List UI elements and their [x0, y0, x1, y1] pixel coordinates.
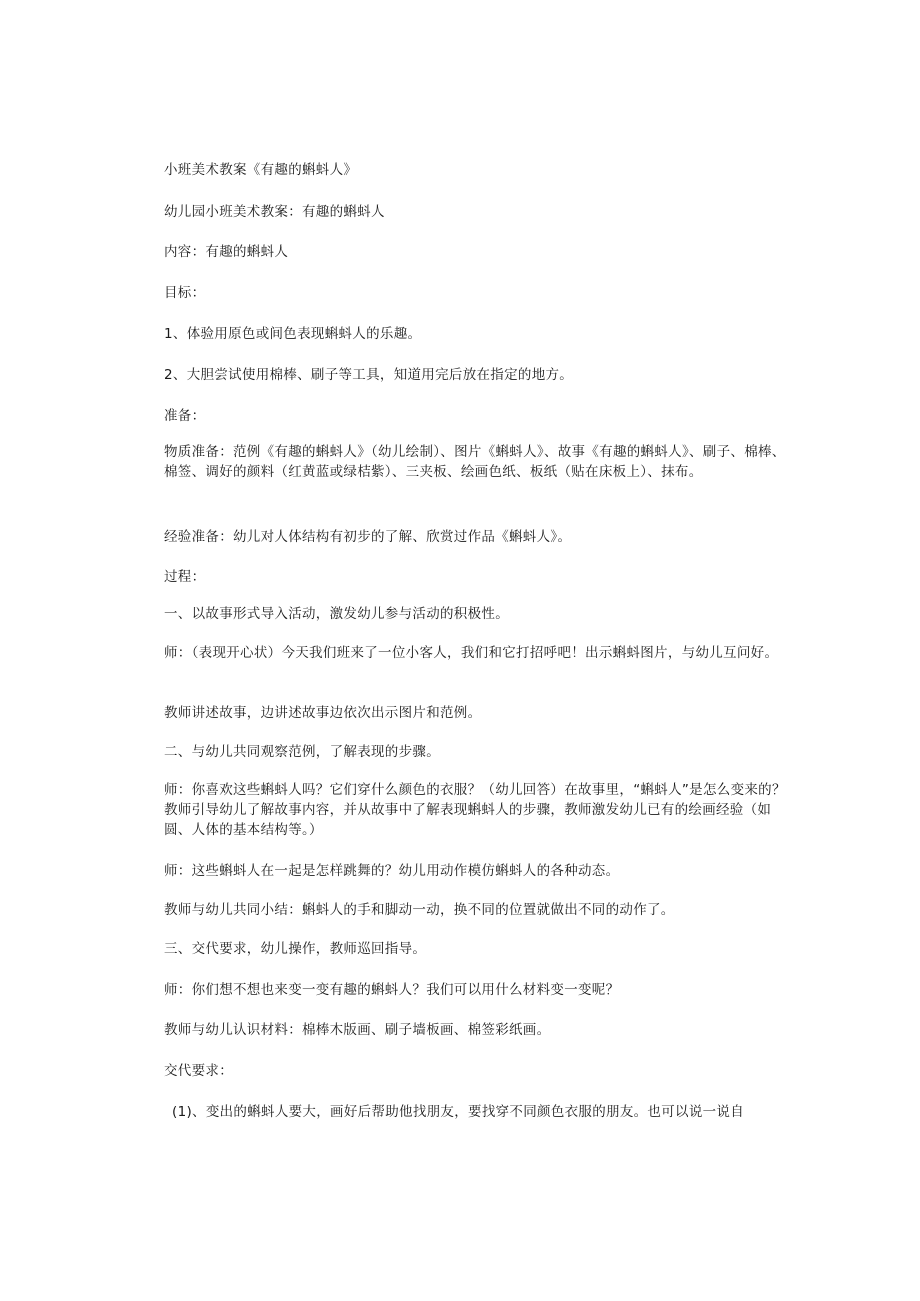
requirement-item-1: (1)、变出的蝌蚪人要大，画好后帮助他找朋友，要找穿不同颜色衣服的朋友。也可以说一说自: [172, 1104, 745, 1120]
prep-heading: 准备：: [164, 408, 206, 424]
step-2-heading: 二、与幼儿共同观察范例，了解表现的步骤。: [164, 744, 440, 760]
experience-prep-paragraph: 经验准备：幼儿对人体结构有初步的了解、欣赏过作品《蝌蚪人》。: [164, 529, 572, 545]
process-heading: 过程：: [164, 569, 206, 585]
step-1-story-paragraph: 教师讲述故事，边讲述故事边依次出示图片和范例。: [164, 705, 482, 721]
step-3-materials-paragraph: 教师与幼儿认识材料：棉棒木版画、刷子墙板画、棉签彩纸画。: [164, 1022, 551, 1038]
content-line: 内容：有趣的蝌蚪人: [164, 244, 289, 260]
document-subtitle: 幼儿园小班美术教案：有趣的蝌蚪人: [164, 204, 385, 220]
goal-item-2: 2、大胆尝试使用棉棒、刷子等工具，知道用完后放在指定的地方。: [164, 367, 574, 383]
material-prep-paragraph: 物质准备：范例《有趣的蝌蚪人》（幼儿绘制）、图片《蝌蚪人》、故事《有趣的蝌蚪人》、刷子、棉棒、棉签、调好的颜料（红黄蓝或绿桔紫）、三夹板、绘画色纸、板纸（贴在床板上）、抹布。: [164, 444, 786, 480]
goals-heading: 目标：: [164, 285, 206, 301]
requirements-heading: 交代要求：: [164, 1063, 233, 1079]
document-title: 小班美术教案《有趣的蝌蚪人》: [164, 162, 358, 178]
step-2-dance-paragraph: 师：这些蝌蚪人在一起是怎样跳舞的？幼儿用动作模仿蝌蚪人的各种动态。: [164, 863, 620, 879]
step-2-summary-paragraph: 教师与幼儿共同小结：蝌蚪人的手和脚动一动，换不同的位置就做出不同的动作了。: [164, 902, 675, 918]
step-3-teacher-paragraph: 师：你们想不想也来变一变有趣的蝌蚪人？我们可以用什么材料变一变呢？: [164, 982, 620, 998]
step-2-teacher-paragraph: 师：你喜欢这些蝌蚪人吗？它们穿什么颜色的衣服？（幼儿回答）在故事里，“蝌蚪人”是怎么变来的？教师引导幼儿了解故事内容，并从故事中了解表现蝌蚪人的步骤，教师激发幼儿已有的绘画经验（如圆、人体的基本结构等。）: [164, 782, 786, 838]
step-3-heading: 三、交代要求，幼儿操作，教师巡回指导。: [164, 941, 427, 957]
step-1-teacher-paragraph: 师：（表现开心状）今天我们班来了一位小客人，我们和它打招呼吧！出示蝌蚪图片，与幼儿互问好。: [164, 645, 779, 661]
goal-item-1: 1、体验用原色或间色表现蝌蚪人的乐趣。: [164, 326, 422, 342]
step-1-heading: 一、以故事形式导入活动，激发幼儿参与活动的积极性。: [164, 606, 509, 622]
